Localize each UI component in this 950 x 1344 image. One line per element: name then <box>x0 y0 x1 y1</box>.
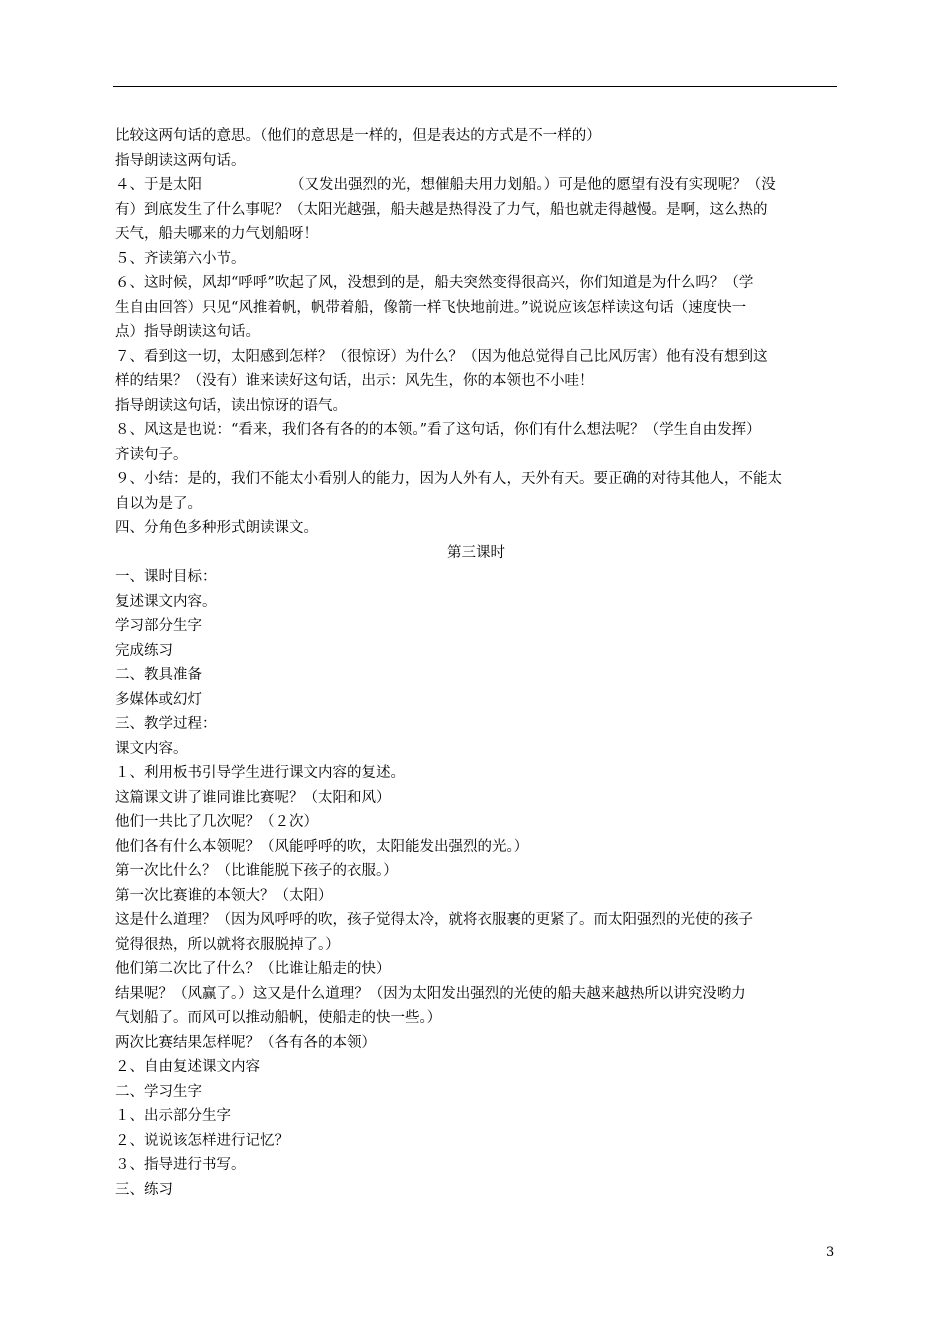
text-line: ６、这时候，风却“呼呼”吹起了风，没想到的是，船夫突然变得很高兴，你们知道是为什么吗？（学 <box>115 275 754 291</box>
text-line: 觉得很热，所以就将衣服脱掉了。） <box>115 936 340 953</box>
text-line: ２、说说该怎样进行记忆？ <box>115 1132 289 1149</box>
text-line: 三、教学过程： <box>115 716 217 732</box>
text-line: 课文内容。 <box>115 740 188 757</box>
text-line: 齐读句子。 <box>115 446 188 463</box>
text-line: １、出示部分生字 <box>115 1108 231 1124</box>
text-line: 样的结果？（没有）谁来读好这句话，出示：风先生，你的本领也不小哇！ <box>115 373 594 389</box>
text-line: 气划船了。而风可以推动船帆，使船走的快一些。） <box>115 1010 442 1026</box>
text-line: 他们一共比了几次呢？（２次） <box>115 814 318 830</box>
text-line: 两次比赛结果怎样呢？（各有各的本领） <box>115 1034 376 1051</box>
text-line: 指导朗读这两句话。 <box>115 152 246 169</box>
text-line: 天气，船夫哪来的力气划船呀！ <box>115 226 318 242</box>
text-line: 比较这两句话的意思。（他们的意思是一样的，但是表达的方式是不一样的） <box>115 128 601 144</box>
document-body <box>115 124 837 1202</box>
text-line-suffix: （又发出强烈的光，想催船夫用力划船。）可是他的愿望有没有实现呢？（没 <box>290 177 776 193</box>
text-line: ３、指导进行书写。 <box>115 1157 246 1173</box>
text-line: 完成练习 <box>115 642 173 659</box>
section-heading: 第三课时 <box>447 544 505 561</box>
text-line: 生自由回答）只见“风推着帆，帆带着船，像箭一样飞快地前进。”说说应该怎样读这句话（速度快一 <box>115 299 747 316</box>
text-line: 第一次比赛谁的本领大？（太阳） <box>115 887 333 904</box>
text-line: 有）到底发生了什么事呢？（太阳光越强，船夫越是热得没了力气，船也就走得越慢。是啊，这么热的 <box>115 201 768 218</box>
text-line: 指导朗读这句话，读出惊讶的语气。 <box>115 397 347 414</box>
text-line: 二、学习生字 <box>115 1083 202 1100</box>
text-line: 点）指导朗读这句话。 <box>115 324 260 340</box>
text-line: ７、看到这一切，太阳感到怎样？（很惊讶）为什么？（因为他总觉得自己比风厉害）他有没有想到这 <box>115 348 768 365</box>
text-line: 自以为是了。 <box>115 495 202 512</box>
text-line: 二、教具准备 <box>115 667 202 683</box>
text-line: 他们第二次比了什么？（比谁让船走的快） <box>115 961 391 977</box>
text-line: ５、齐读第六小节。 <box>115 250 246 267</box>
text-line: 这是什么道理？（因为风呼呼的吹，孩子觉得太冷，就将衣服裹的更紧了。而太阳强烈的光使的孩子 <box>115 912 753 928</box>
text-line: 这篇课文讲了谁同谁比赛呢？（太阳和风） <box>115 789 391 806</box>
text-line: 三、练习 <box>115 1181 173 1198</box>
text-line: 他们各有什么本领呢？（风能呼呼的吹，太阳能发出强烈的光。） <box>115 838 529 855</box>
text-line <box>115 173 837 198</box>
text-line: ９、小结：是的，我们不能太小看别人的能力，因为人外有人，天外有天。要正确的对待其他人，不能太 <box>115 471 782 487</box>
text-line: ８、风这是也说：“看来，我们各有各的的本领。”看了这句话，你们有什么想法呢？（学生自由发挥） <box>115 422 761 438</box>
text-line: 结果呢？（风赢了。）这又是什么道理？（因为太阳发出强烈的光使的船夫越来越热所以讲究没哟力 <box>115 985 746 1002</box>
text-line: ２、自由复述课文内容 <box>115 1059 260 1075</box>
text-line: １、利用板书引导学生进行课文内容的复述。 <box>115 765 405 781</box>
header-rule <box>113 86 837 87</box>
text-line: 多媒体或幻灯 <box>115 691 202 708</box>
text-line-prefix: ４、于是太阳 <box>115 177 202 193</box>
text-line: 第一次比什么？（比谁能脱下孩子的衣服。） <box>115 863 398 879</box>
text-line: 复述课文内容。 <box>115 593 217 610</box>
text-line: 四、分角色多种形式朗读课文。 <box>115 520 318 536</box>
page-number: 3 <box>826 1245 835 1260</box>
text-line: 学习部分生字 <box>115 618 202 634</box>
text-line: 一、课时目标： <box>115 569 217 585</box>
